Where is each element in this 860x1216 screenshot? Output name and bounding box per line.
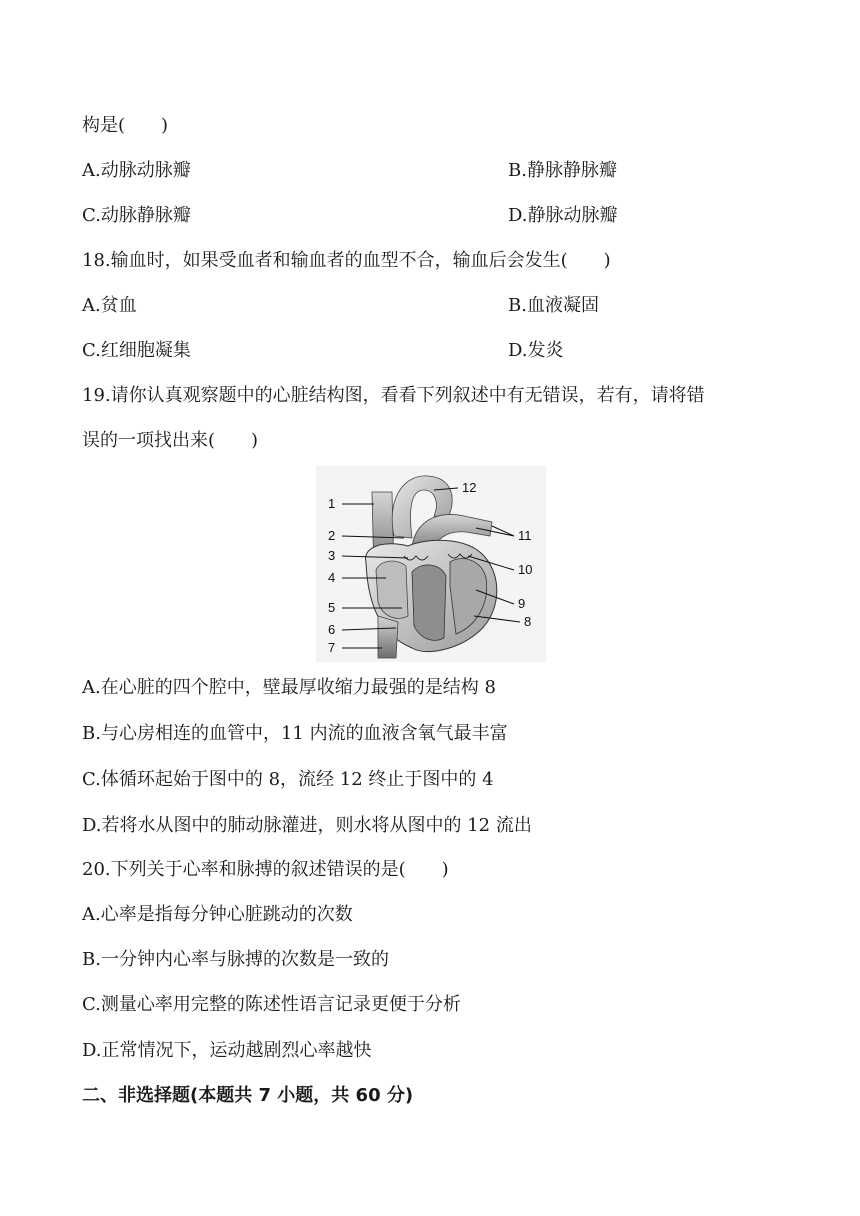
q20-option-c: C.测量心率用完整的陈述性语言记录更便于分析 bbox=[82, 994, 461, 1015]
q19-option-a: A.在心脏的四个腔中，壁最厚收缩力最强的是结构 8 bbox=[82, 677, 496, 698]
q20-option-a: A.心率是指每分钟心脏跳动的次数 bbox=[82, 904, 353, 925]
figure-label-8: 8 bbox=[524, 614, 532, 629]
q18-option-c: C.红细胞凝集 bbox=[82, 340, 191, 361]
section-heading: 二、非选择题(本题共 7 小题，共 60 分) bbox=[82, 1085, 414, 1106]
figure-label-7: 7 bbox=[328, 640, 336, 655]
q20-option-b: B.一分钟内心率与脉搏的次数是一致的 bbox=[82, 949, 389, 970]
heart-structure-figure bbox=[316, 466, 546, 662]
q19-option-c: C.体循环起始于图中的 8，流经 12 终止于图中的 4 bbox=[82, 769, 494, 790]
figure-label-10: 10 bbox=[518, 562, 533, 577]
inferior-vena-cava bbox=[378, 616, 398, 658]
figure-label-1: 1 bbox=[328, 496, 336, 511]
q19-stem-line1: 19.请你认真观察题中的心脏结构图，看看下列叙述中有无错误，若有，请将错 bbox=[82, 385, 705, 406]
figure-label-5: 5 bbox=[328, 600, 336, 615]
figure-label-11: 11 bbox=[518, 528, 532, 543]
q19-option-d: D.若将水从图中的肺动脉灌进，则水将从图中的 12 流出 bbox=[82, 815, 532, 836]
q19-option-b: B.与心房相连的血管中，11 内流的血液含氧气最丰富 bbox=[82, 723, 508, 744]
q17-option-a: A.动脉动脉瓣 bbox=[82, 160, 191, 181]
q18-option-d: D.发炎 bbox=[508, 340, 564, 361]
right-ventricle-chamber bbox=[412, 565, 446, 640]
q17-stem-tail: 构是( ) bbox=[82, 115, 169, 136]
figure-label-4: 4 bbox=[328, 570, 336, 585]
figure-label-12: 12 bbox=[462, 480, 477, 495]
q20-stem: 20.下列关于心率和脉搏的叙述错误的是( ) bbox=[82, 859, 449, 880]
q17-option-d: D.静脉动脉瓣 bbox=[508, 205, 618, 226]
figure-label-9: 9 bbox=[518, 596, 526, 611]
figure-label-6: 6 bbox=[328, 622, 336, 637]
q19-stem-line2: 误的一项找出来( ) bbox=[82, 430, 259, 451]
q17-option-b: B.静脉静脉瓣 bbox=[508, 160, 617, 181]
q20-option-d: D.正常情况下，运动越剧烈心率越快 bbox=[82, 1040, 372, 1061]
q18-stem: 18.输血时，如果受血者和输血者的血型不合，输血后会发生( ) bbox=[82, 250, 611, 271]
figure-label-2: 2 bbox=[328, 528, 336, 543]
q18-option-b: B.血液凝固 bbox=[508, 295, 599, 316]
figure-label-3: 3 bbox=[328, 548, 336, 563]
q18-option-a: A.贫血 bbox=[82, 295, 137, 316]
q17-option-c: C.动脉静脉瓣 bbox=[82, 205, 191, 226]
